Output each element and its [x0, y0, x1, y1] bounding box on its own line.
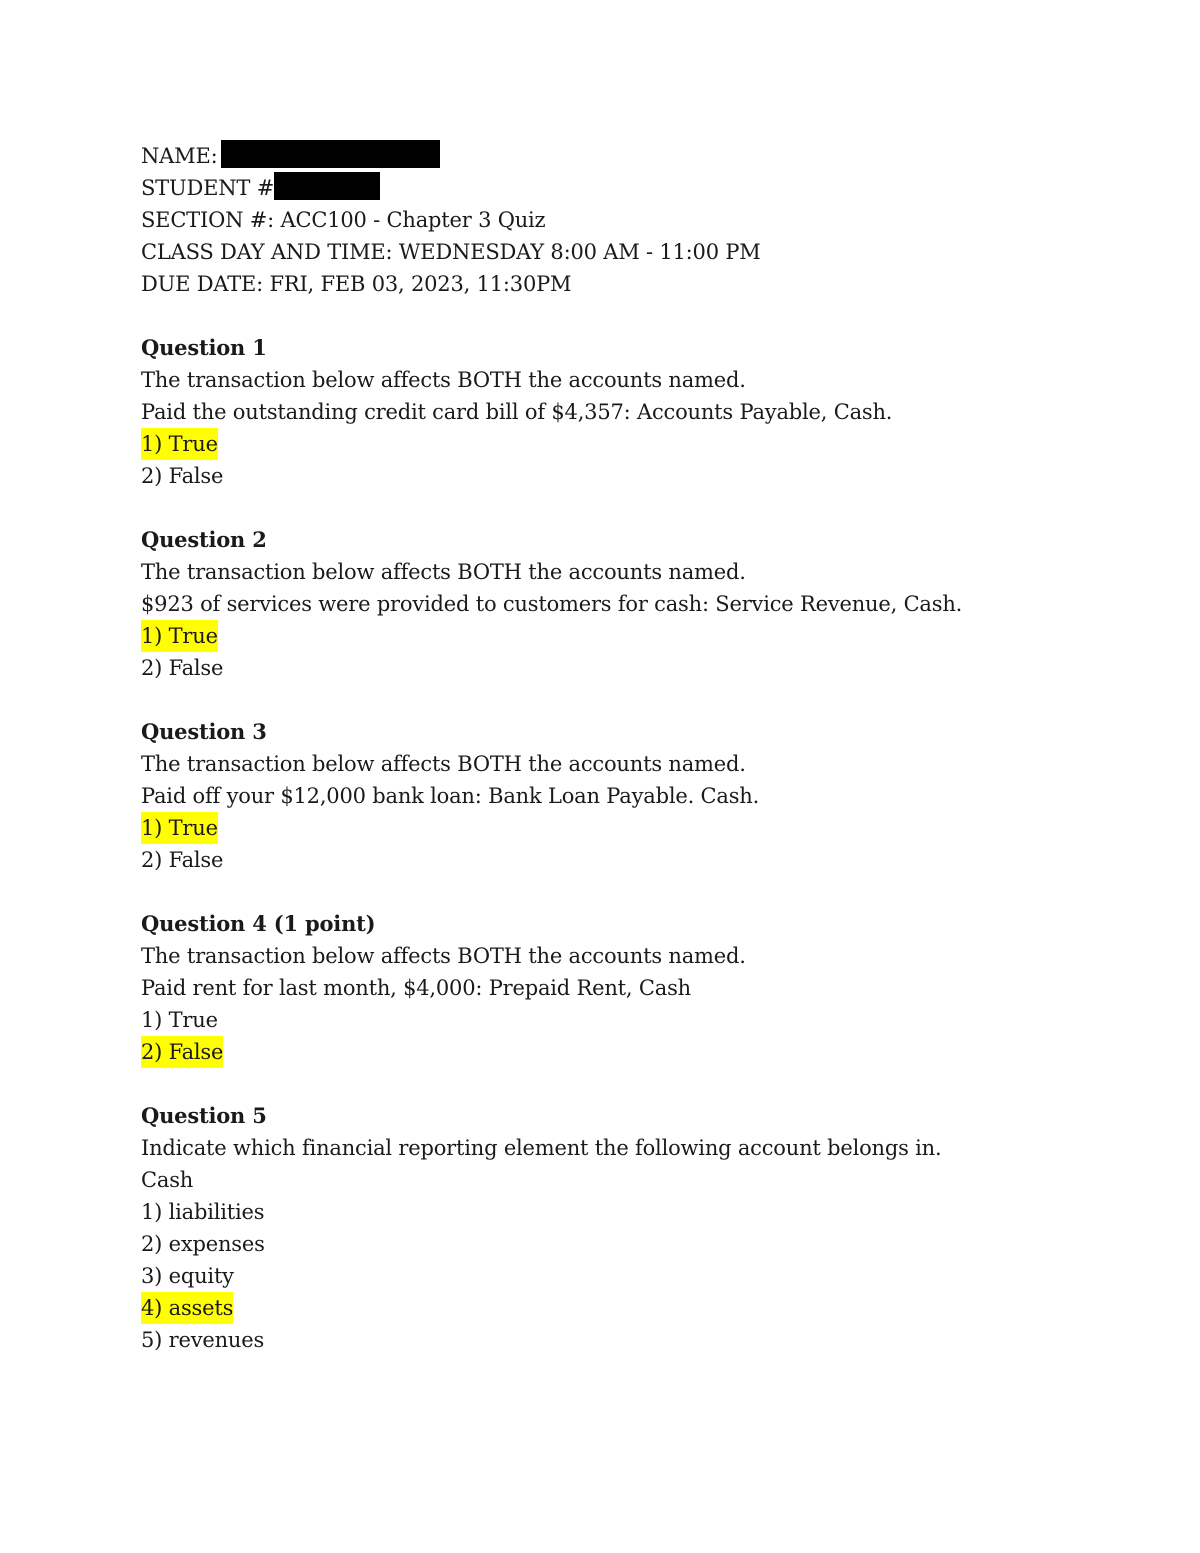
question-3-title: Question 3: [141, 719, 267, 744]
spacer: [141, 300, 1081, 332]
student-label: STUDENT #: [141, 176, 275, 200]
question-1-prompt: The transaction below affects BOTH the accounts named.: [141, 368, 746, 392]
spacer: [141, 1068, 1081, 1100]
spacer: [141, 684, 1081, 716]
question-5-detail: Cash: [141, 1168, 194, 1192]
question-5-option-4: 4) assets: [141, 1292, 233, 1324]
name-redaction: [221, 140, 440, 168]
section-line: SECTION #: ACC100 - Chapter 3 Quiz: [141, 208, 546, 232]
due-date-line: DUE DATE: FRI, FEB 03, 2023, 11:30PM: [141, 272, 572, 296]
spacer: [141, 876, 1081, 908]
question-4-title-line: [141, 908, 1081, 940]
question-2-option-1: 1) True: [141, 620, 218, 652]
question-5-title: Question 5: [141, 1103, 267, 1128]
question-3-option-2: 2) False: [141, 848, 224, 872]
class-day-time-line: CLASS DAY AND TIME: WEDNESDAY 8:00 AM - 11:00 PM: [141, 240, 761, 264]
student-line: [141, 172, 1081, 204]
quiz-document: [141, 140, 1081, 1356]
question-3-option-1: 1) True: [141, 812, 218, 844]
question-1-detail: Paid the outstanding credit card bill of $4,357: Accounts Payable, Cash.: [141, 400, 893, 424]
question-4-prompt: The transaction below affects BOTH the accounts named.: [141, 944, 746, 968]
name-line: [141, 140, 1081, 172]
question-1-option-1: 1) True: [141, 428, 218, 460]
question-2-detail: $923 of services were provided to customers for cash: Service Revenue, Cash.: [141, 592, 963, 616]
question-2-prompt: The transaction below affects BOTH the accounts named.: [141, 560, 746, 584]
question-5-option-2: 2) expenses: [141, 1232, 265, 1256]
question-4-title: Question 4: [141, 911, 267, 936]
question-4-detail: Paid rent for last month, $4,000: Prepaid Rent, Cash: [141, 976, 691, 1000]
question-1-title: Question 1: [141, 335, 267, 360]
student-number-redaction: [274, 172, 380, 200]
question-4-points: (1 point): [266, 911, 376, 936]
question-5-option-5: 5) revenues: [141, 1328, 265, 1352]
question-5-option-3: 3) equity: [141, 1264, 234, 1288]
question-5-prompt: Indicate which financial reporting element the following account belongs in.: [141, 1136, 942, 1160]
question-5-option-1: 1) liabilities: [141, 1200, 265, 1224]
question-4-option-2: 2) False: [141, 1036, 223, 1068]
question-3-detail: Paid off your $12,000 bank loan: Bank Loan Payable. Cash.: [141, 784, 760, 808]
question-4-option-1: 1) True: [141, 1008, 218, 1032]
question-1-option-2: 2) False: [141, 464, 224, 488]
question-2-title: Question 2: [141, 527, 267, 552]
question-2-option-2: 2) False: [141, 656, 224, 680]
spacer: [141, 492, 1081, 524]
question-3-prompt: The transaction below affects BOTH the accounts named.: [141, 752, 746, 776]
name-label: NAME:: [141, 144, 218, 168]
